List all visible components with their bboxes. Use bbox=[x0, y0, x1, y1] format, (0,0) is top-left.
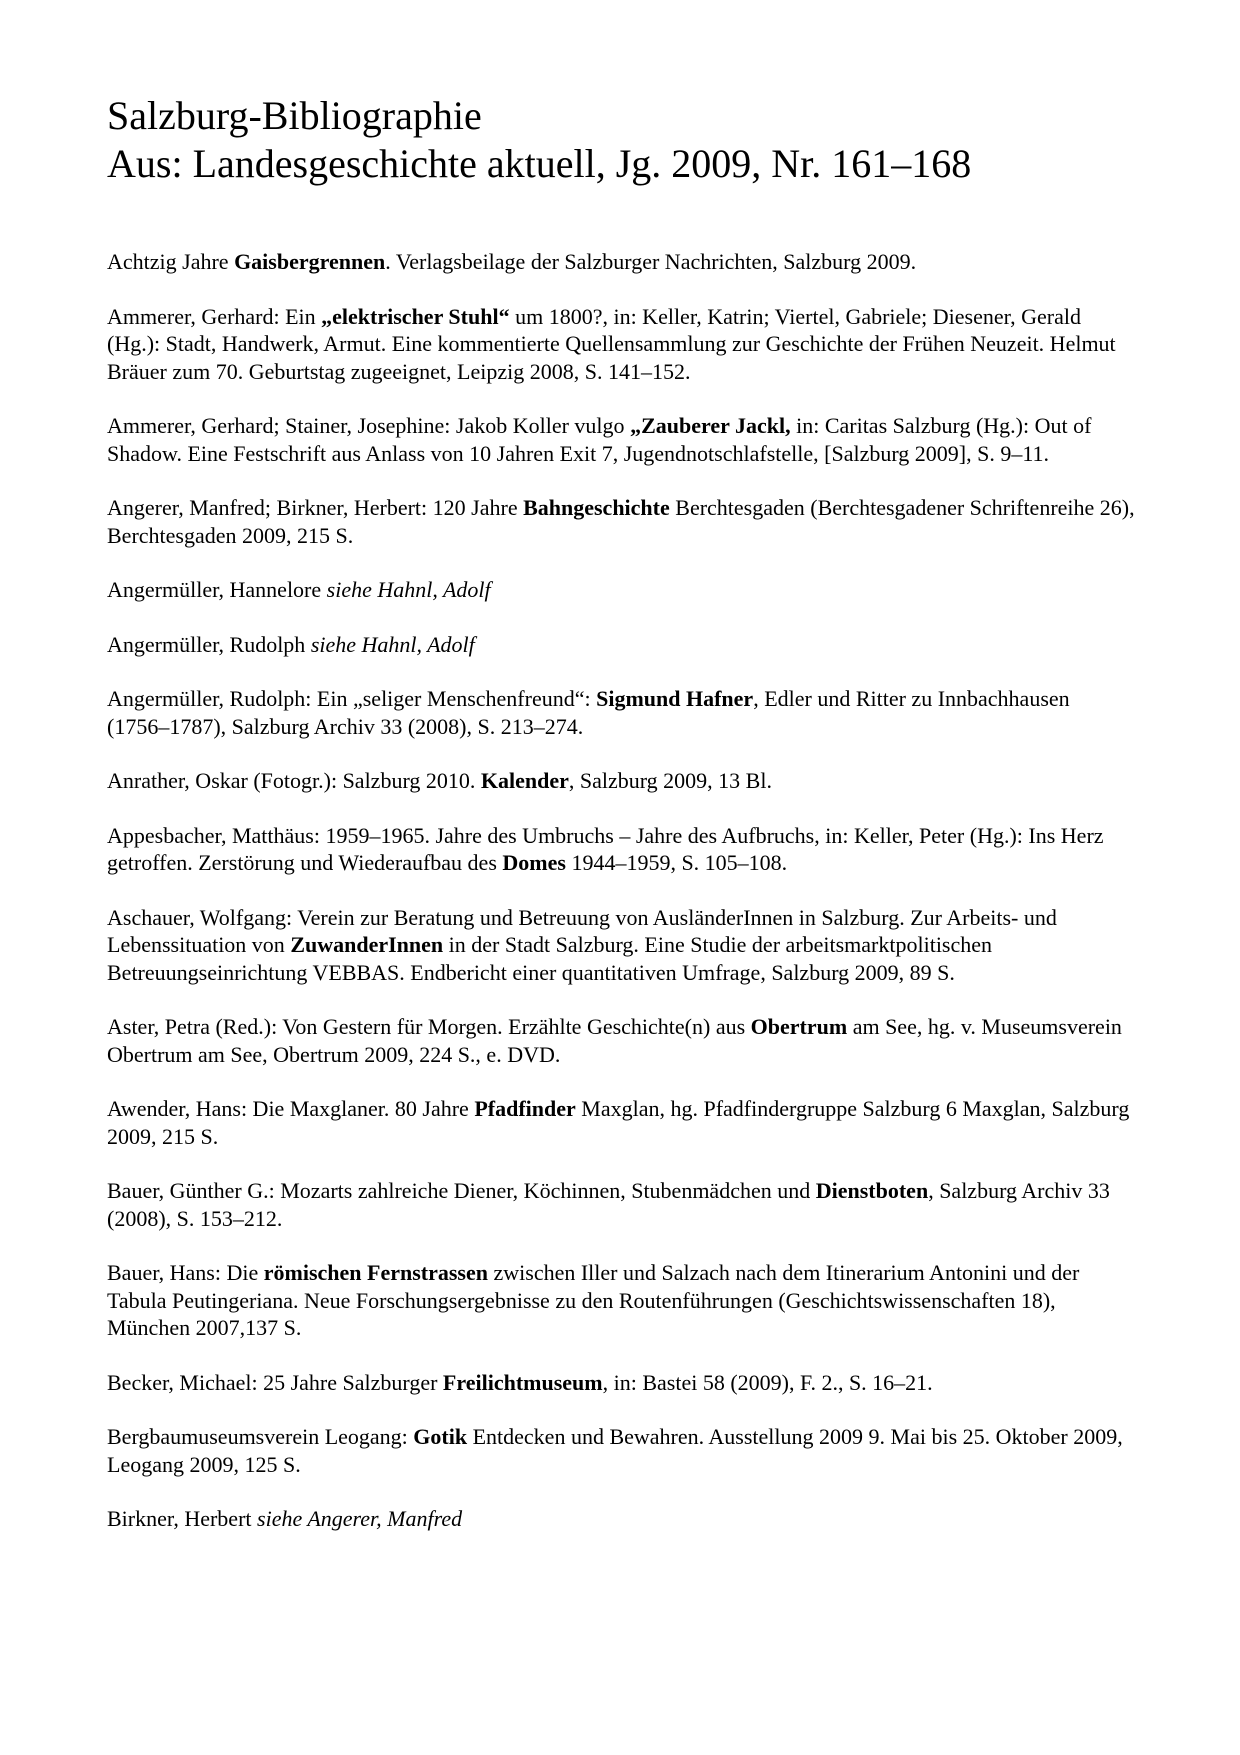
bibliography-entry: Ammerer, Gerhard; Stainer, Josephine: Jakob Koller vulgo „Zauberer Jackl, in: Caritas Salzburg (Hg.): Out of Shadow. Eine Festschrift aus Anlass von 10 Jahren Exit 7, Jugendnotschlafstelle, [Salzburg 2009], S. 9–11. bbox=[107, 413, 1092, 466]
bibliography-entry: Aschauer, Wolfgang: Verein zur Beratung und Betreuung von AusländerInnen in Salzburg. Zur Arbeits- und Lebenssituation von ZuwanderInnen in der Stadt Salzburg. Eine Studie der arbeitsmarktpolitischen Betreuungseinrichtung VEBBAS. Endbericht einer quantitativen Umfrage, Salzburg 2009, 89 S. bbox=[107, 904, 1057, 985]
bibliography-entry: Anrather, Oskar (Fotogr.): Salzburg 2010. Kalender, Salzburg 2009, 13 Bl. bbox=[107, 768, 772, 793]
title-line-1: Salzburg-Bibliographie bbox=[107, 93, 482, 138]
document-page bbox=[107, 92, 1137, 1560]
bibliography-entry: Awender, Hans: Die Maxglaner. 80 Jahre Pfadfinder Maxglan, hg. Pfadfindergruppe Salzburg 6 Maxglan, Salzburg 2009, 215 S. bbox=[107, 1096, 1130, 1149]
bibliography-entry: Bauer, Günther G.: Mozarts zahlreiche Diener, Köchinnen, Stubenmädchen und Dienstboten, Salzburg Archiv 33 (2008), S. 153–212. bbox=[107, 1178, 1110, 1231]
bibliography-entry: Ammerer, Gerhard: Ein „elektrischer Stuhl“ um 1800?, in: Keller, Katrin; Viertel, Gabriele; Diesener, Gerald (Hg.): Stadt, Handwerk, Armut. Eine kommentierte Quellensammlung zur Geschichte der Frühen Neuzeit. Helmut Bräuer zum 70. Geburtstag zugeeignet, Leipzig 2008, S. 141–152. bbox=[107, 303, 1116, 384]
bibliography-entry: Aster, Petra (Red.): Von Gestern für Morgen. Erzählte Geschichte(n) aus Obertrum am See, hg. v. Museumsverein Obertrum am See, Obertrum 2009, 224 S., e. DVD. bbox=[107, 1014, 1122, 1067]
bibliography-list bbox=[107, 248, 1137, 1533]
bibliography-entry: Angermüller, Hannelore siehe Hahnl, Adolf bbox=[107, 577, 491, 602]
bibliography-entry: Angerer, Manfred; Birkner, Herbert: 120 Jahre Bahngeschichte Berchtesgaden (Berchtesgadener Schriftenreihe 26), Berchtesgaden 2009, 215 S. bbox=[107, 495, 1135, 548]
bibliography-entry: Bauer, Hans: Die römischen Fernstrassen zwischen Iller und Salzach nach dem Itinerarium Antonini und der Tabula Peutingeriana. Neue Forschungsergebnisse zu den Routenführungen (Geschichtswissenschaften 18), München 2007,137 S. bbox=[107, 1260, 1080, 1340]
bibliography-entry: Angermüller, Rudolph: Ein „seliger Menschenfreund“: Sigmund Hafner, Edler und Ritter zu Innbachhausen (1756–1787), Salzburg Archiv 33 (2008), S. 213–274. bbox=[107, 686, 1070, 739]
title-line-2: Aus: Landesgeschichte aktuell, Jg. 2009, Nr. 161–168 bbox=[107, 141, 972, 186]
bibliography-entry: Appesbacher, Matthäus: 1959–1965. Jahre des Umbruchs – Jahre des Aufbruchs, in: Keller, Peter (Hg.): Ins Herz getroffen. Zerstörung und Wiederaufbau des Domes 1944–1959, S. 105–108. bbox=[107, 822, 1104, 875]
bibliography-entry: Achtzig Jahre Gaisbergrennen. Verlagsbeilage der Salzburger Nachrichten, Salzburg 2009. bbox=[107, 249, 917, 274]
document-title bbox=[107, 92, 1137, 188]
bibliography-entry: Birkner, Herbert siehe Angerer, Manfred bbox=[107, 1506, 463, 1531]
bibliography-entry: Bergbaumuseumsverein Leogang: Gotik Entdecken und Bewahren. Ausstellung 2009 9. Mai bis 25. Oktober 2009, Leogang 2009, 125 S. bbox=[107, 1424, 1123, 1477]
bibliography-entry: Becker, Michael: 25 Jahre Salzburger Freilichtmuseum, in: Bastei 58 (2009), F. 2., S. 16–21. bbox=[107, 1369, 933, 1395]
bibliography-entry: Angermüller, Rudolph siehe Hahnl, Adolf bbox=[107, 631, 475, 657]
